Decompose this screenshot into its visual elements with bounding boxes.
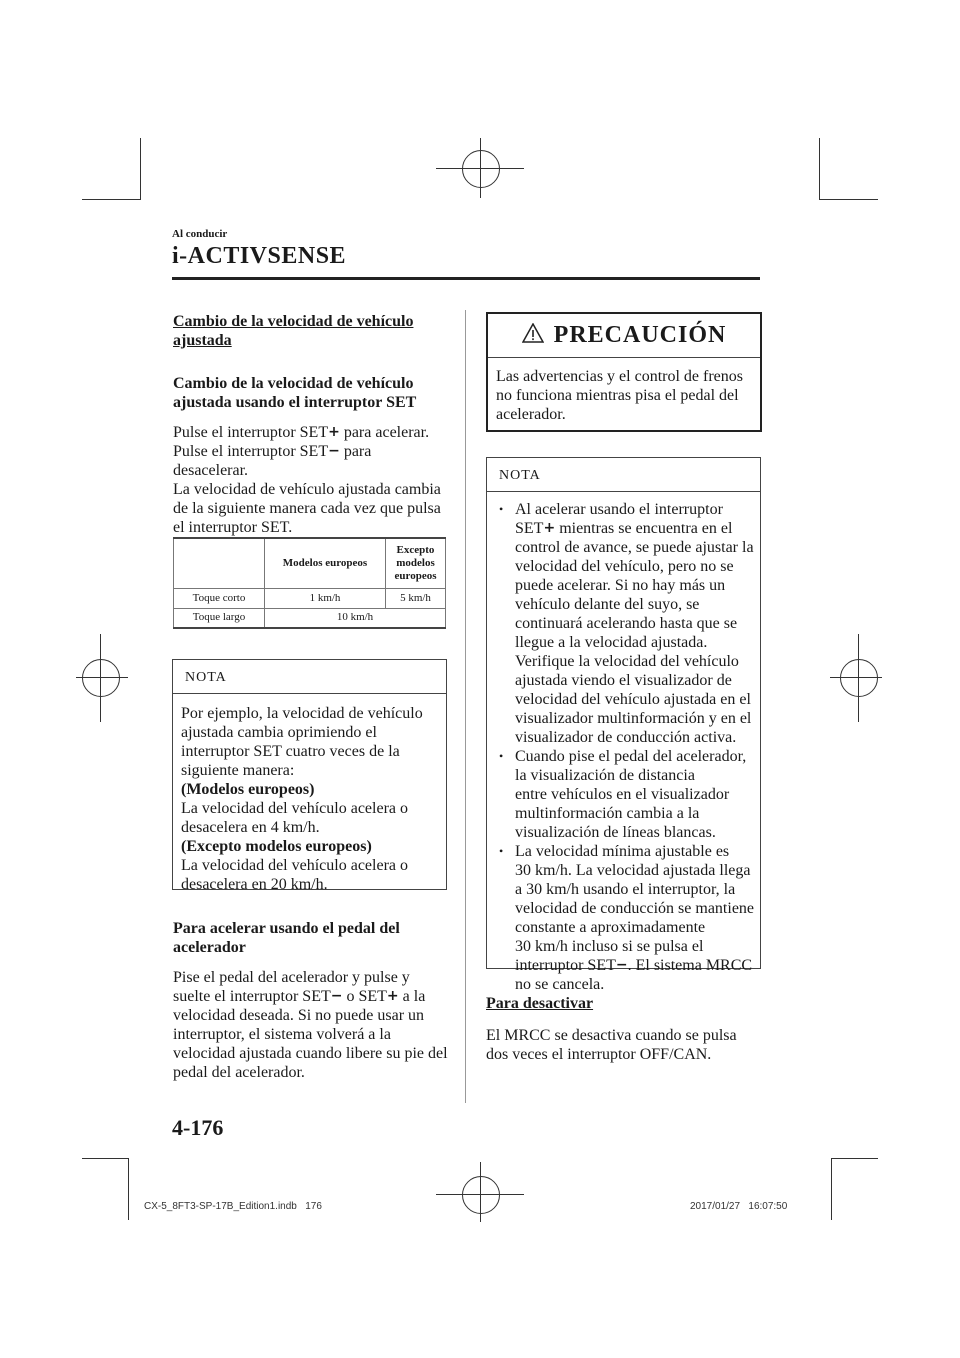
paragraph-set: Pulse el interruptor SET+ para acelerar. Pulse el interruptor SET− para desacelerar. La velocidad de vehículo ajustada cambia de la siguiente manera cada vez que pulsa el interruptor SET. [173, 424, 441, 536]
minus-icon: − [328, 443, 340, 459]
minus-icon: − [615, 957, 628, 973]
print-date: 2017/01/27 16:07:50 [690, 1201, 788, 1212]
note-box-left: NOTA Por ejemplo, la velocidad de vehículo ajustada cambia oprimiendo el interruptor SET cuatro veces de la siguiente manera: (Modelos europeos) La velocidad del vehículo acelera o desacelera en 4 km/h. (Excepto modelos europeos) La velocidad del vehículo acelera o desacelera en 20 km/h. [172, 659, 447, 890]
table-row: Toque corto 1 km/h 5 km/h [174, 588, 446, 608]
section-label: Al conducir [172, 228, 228, 240]
note-title: NOTA [499, 468, 541, 483]
table-header-non-eu: Excepto modelos europeos [386, 538, 446, 588]
plus-icon: + [543, 520, 556, 536]
heading-set-switch: Cambio de la velocidad de vehículo ajustada usando el interruptor SET [173, 375, 417, 411]
plus-icon: + [386, 988, 399, 1004]
table-header-eu: Modelos europeos [265, 538, 386, 588]
subtitle-cambio: Cambio de la velocidad de vehículo ajustada [173, 313, 414, 349]
left-column [173, 312, 453, 537]
warning-icon [522, 323, 544, 348]
table-row: Toque largo 10 km/h [174, 608, 446, 628]
list-item: • Cuando pise el pedal del acelerador, la visualización de distancia entre vehículos en el visualizador multinformación cambia a la visualización de líneas blancas. [489, 747, 759, 842]
list-item: • La velocidad mínima ajustable es 30 km/h. La velocidad ajustada llega a 30 km/h usando el interruptor, la velocidad de conducción se mantiene constante a aproximadamente 30 km/h incluso si se pulsa el interruptor SET−. El sistema MRCC no se cancela. [489, 842, 759, 994]
subtitle-deactivate: Para desactivar [486, 995, 594, 1012]
page-number: 4-176 [172, 1115, 224, 1140]
file-info: CX-5_8FT3-SP-17B_Edition1.indb 176 [144, 1201, 322, 1212]
page-title: i-ACTIVSENSE [172, 243, 347, 269]
minus-icon: − [330, 988, 343, 1004]
accelerator-section [173, 919, 453, 1082]
speed-table [173, 537, 446, 629]
heading-accelerator: Para acelerar usando el pedal del acelerador [173, 920, 400, 956]
column-divider [465, 310, 466, 1103]
caution-box: PRECAUCIÓN Las advertencias y el control de frenos no funciona mientras pisa el pedal del acelerador. [486, 312, 762, 432]
note-title: NOTA [185, 670, 227, 685]
list-item: • Al acelerar usando el interruptor SET+ mientras se encuentra en el control de avance, se puede ajustar la velocidad del vehículo, pero no se puede acelerar. Si no hay más un vehículo delante del suyo, se continuará acelerando hasta que se llegue a la velocidad ajustada. Verifique la velocidad del vehículo ajustada viendo el visualizador de velocidad del vehículo ajustada en el visualizador multinformación y en el visualizador de conducción activa. [489, 500, 759, 747]
deactivate-section [486, 994, 766, 1064]
paragraph-deactivate: El MRCC se desactiva cuando se pulsa dos veces el interruptor OFF/CAN. [486, 1027, 737, 1063]
plus-icon: + [328, 424, 340, 440]
caution-title: PRECAUCIÓN [553, 322, 727, 348]
header-rule [172, 277, 760, 280]
note-box-right [486, 457, 761, 993]
paragraph-accelerator: Pise el pedal del acelerador y pulse y suelte el interruptor SET− o SET+ a la velocidad deseada. Si no puede usar un interruptor, el sistema volverá a la velocidad ajustada cuando libere su pie del pedal del acelerador. [173, 969, 448, 1081]
